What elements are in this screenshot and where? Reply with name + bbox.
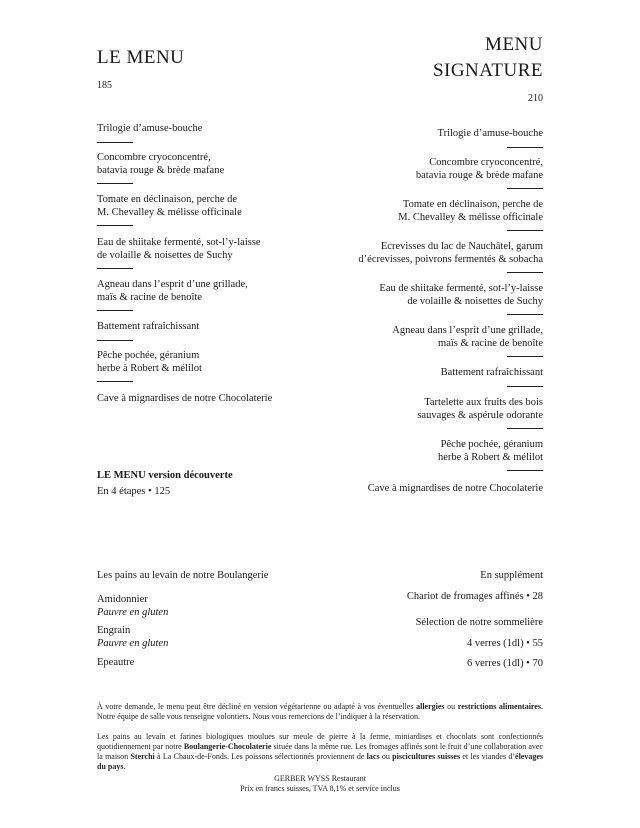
course-divider — [97, 381, 133, 382]
course-item — [283, 282, 543, 308]
course-line: M. Chevalley & mélisse officinale — [398, 212, 543, 223]
course-divider — [507, 188, 543, 189]
bread-name: Amidonnier — [97, 594, 148, 605]
course-line: herbe à Robert & mélilot — [438, 452, 543, 463]
course-line: Trilogie d’amuse-bouche — [437, 128, 543, 139]
course-line: de volaille & noisettes de Suchy — [97, 250, 233, 261]
course-line: Concombre cryoconcentré, — [97, 152, 211, 163]
course-line: maïs & racine de benoîte — [97, 292, 202, 303]
signature-title-line1: MENU — [485, 34, 543, 55]
course-divider — [97, 268, 133, 269]
course-line: Pêche pochée, géranium — [440, 439, 543, 450]
bread-name: Engrain — [97, 625, 131, 636]
course-line: Battement rafraîchissant — [440, 367, 543, 378]
supplement-sommelier: Sélection de notre sommelière — [415, 617, 543, 628]
course-item — [97, 193, 297, 219]
course-item — [283, 240, 543, 266]
supplement-glasses-6: 6 verres (1dl) • 70 — [467, 658, 543, 669]
course-line: M. Chevalley & mélisse officinale — [97, 207, 242, 218]
signature-price: 210 — [528, 93, 543, 104]
course-divider — [507, 230, 543, 231]
course-divider — [507, 428, 543, 429]
course-line: Agneau dans l’esprit d’une grillade, — [97, 279, 248, 290]
course-line: Eau de shiitake fermenté, sot-l’y-laisse — [379, 283, 543, 294]
course-divider — [507, 386, 543, 387]
course-line: d’écrevisses, poivrons fermentés & sobacha — [358, 254, 543, 265]
course-line: Ecrevisses du lac de Nauchâtel, garum — [380, 241, 543, 252]
course-divider — [507, 470, 543, 471]
course-divider — [507, 272, 543, 273]
footer-restaurant-name: GERBER WYSS Restaurant — [274, 774, 366, 783]
course-divider — [507, 356, 543, 357]
course-item — [97, 122, 297, 135]
breads-title: Les pains au levain de notre Boulangerie — [97, 570, 269, 581]
course-item — [97, 320, 297, 333]
bread-note: Pauvre en gluten — [97, 607, 169, 618]
supplement-glasses-4: 4 verres (1dl) • 55 — [467, 638, 543, 649]
course-item — [283, 198, 543, 224]
course-item — [283, 396, 543, 422]
course-line: batavia rouge & brède mafane — [97, 165, 225, 176]
course-line: Pêche pochée, géranium — [97, 350, 200, 361]
course-line: Cave à mignardises de notre Chocolaterie — [97, 393, 273, 404]
bread-item — [97, 593, 297, 619]
course-line: sauvages & aspérule odorante — [417, 410, 543, 421]
course-item — [283, 366, 543, 379]
course-item — [283, 127, 543, 140]
footer-prices-note: Prix en francs suisses, TVA 8,1% et service inclus — [240, 784, 400, 793]
bread-name: Epeautre — [97, 657, 135, 668]
bread-item — [97, 656, 297, 669]
bread-note: Pauvre en gluten — [97, 638, 169, 649]
course-line: Tomate en déclinaison, perche de — [97, 194, 238, 205]
course-item — [283, 482, 543, 495]
supplement-cheese: Chariot de fromages affinés • 28 — [406, 591, 543, 602]
course-item — [283, 438, 543, 464]
course-line: Tartelette aux fruits des bois — [424, 397, 543, 408]
course-divider — [97, 225, 133, 226]
course-line: Eau de shiitake fermenté, sot-l’y-laisse — [97, 237, 261, 248]
course-divider — [507, 147, 543, 148]
course-item — [97, 392, 297, 405]
course-item — [283, 324, 543, 350]
course-line: maïs & racine de benoîte — [438, 338, 543, 349]
bread-item — [97, 624, 297, 650]
supplement-title: En supplément — [480, 570, 543, 581]
course-line: Cave à mignardises de notre Chocolaterie — [367, 483, 543, 494]
course-line: Concombre cryoconcentré, — [429, 157, 543, 168]
le-menu-title: LE MENU — [97, 47, 185, 68]
course-line: Agneau dans l’esprit d’une grillade, — [392, 325, 543, 336]
course-line: batavia rouge & brède mafane — [415, 170, 543, 181]
signature-title-line2: SIGNATURE — [432, 60, 543, 81]
footer-allergy-note: À votre demande, le menu peut être décliné en version végétarienne ou adapté à vos éventuelles allergies ou restrictions alimentaires. Notre équipe de salle vous renseigne volontiers. Nous vous remercions de l’indiquer à la réservation. — [97, 702, 544, 721]
course-line: Tomate en déclinaison, perche de — [402, 199, 543, 210]
course-line: Battement rafraîchissant — [97, 321, 200, 332]
course-item — [97, 236, 297, 262]
discovery-title: LE MENU version découverte — [97, 470, 233, 481]
course-line: de volaille & noisettes de Suchy — [407, 296, 543, 307]
course-divider — [97, 310, 133, 311]
course-item — [283, 156, 543, 182]
course-line: Trilogie d’amuse-bouche — [97, 123, 203, 134]
footer-sourcing-note: Les pains au levain et farines biologiques moulues sur meule de pierre à la ferme, miniardises et chocolats sont confectionnés quotidiennement par notre Boulangerie-Chocolaterie située dans la même rue. Les fromages affinés sont le fruit d’une collaboration avec la maison Sterchi à La Chaux-de-Fonds. Les poissons sélectionnés proviennent de lacs ou piscicultures suisses et les viandes d’élevages du pays. — [97, 732, 544, 771]
course-divider — [97, 142, 133, 143]
course-item — [97, 151, 297, 177]
course-divider — [97, 183, 133, 184]
discovery-text: En 4 étapes • 125 — [97, 486, 171, 497]
course-line: herbe à Robert & mélilot — [97, 363, 202, 374]
le-menu-price: 185 — [97, 80, 112, 91]
course-item — [97, 278, 297, 304]
course-divider — [507, 314, 543, 315]
course-divider — [97, 340, 133, 341]
course-item — [97, 349, 297, 375]
